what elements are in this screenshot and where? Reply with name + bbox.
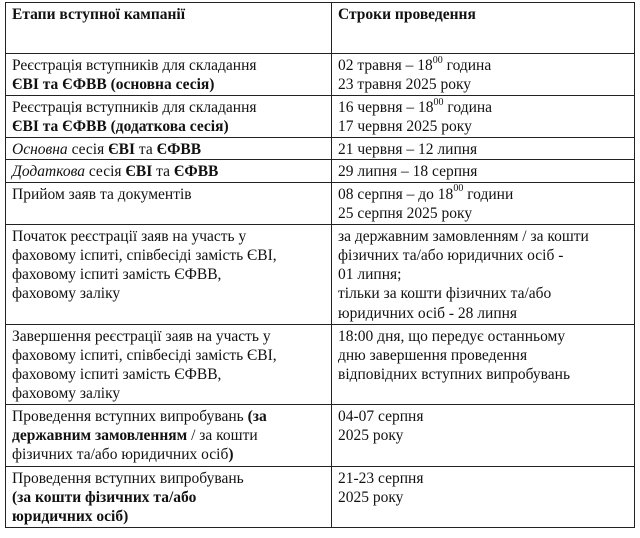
term-cell: за державним замовленням / за кошти фізичних та/або юридичних осіб - 01 липня; тільки за кошти фізичних та/або юридичних осіб - 28 липня: [332, 224, 635, 324]
table-row: [6, 160, 635, 182]
admission-schedule-table: [5, 2, 635, 528]
stage-cell: Проведення вступних випробувань (за державним замовленням / за кошти фізичних та/або юридичних осіб): [6, 404, 332, 466]
table-header-row: [6, 3, 635, 54]
stage-cell: Реєстрація вступників для складання ЄВІ та ЄФВВ (додаткова сесія): [6, 96, 332, 138]
table-row: [6, 224, 635, 324]
table-row: [6, 404, 635, 466]
stage-cell: Проведення вступних випробувань (за кошти фізичних та/або юридичних осіб): [6, 466, 332, 527]
header-stages: Етапи вступної кампанії: [6, 3, 332, 54]
term-cell: 16 червня – $18^{00}$ година 17 червня 2025 року: [332, 96, 635, 138]
stage-cell: Основна сесія ЄВІ та ЄФВВ: [6, 138, 332, 160]
header-terms: Строки проведення: [332, 3, 635, 54]
stage-cell: Реєстрація вступників для складання ЄВІ та ЄФВВ (основна сесія): [6, 54, 332, 96]
term-cell: 18:00 дня, що передує останньому дню завершення проведення відповідних вступних випробувань: [332, 324, 635, 404]
stage-cell: Завершення реєстрації заяв на участь у фаховому іспиті, співбесіді замість ЄВІ, фаховому іспиті замість ЄФВВ, фаховому заліку: [6, 324, 332, 404]
term-cell: 04-07 серпня 2025 року: [332, 404, 635, 466]
term-cell: 21 червня – 12 липня: [332, 138, 635, 160]
term-cell: 08 серпня – до $18^{00}$ години 25 серпня 2025 року: [332, 182, 635, 224]
table-row: [6, 466, 635, 527]
table-row: [6, 138, 635, 160]
table-row: [6, 54, 635, 96]
stage-cell: Прийом заяв та документів: [6, 182, 332, 224]
term-cell: 29 липня – 18 серпня: [332, 160, 635, 182]
stage-cell: Початок реєстрації заяв на участь у фаховому іспиті, співбесіді замість ЄВІ, фаховому іспиті замість ЄФВВ, фаховому заліку: [6, 224, 332, 324]
table-row: [6, 96, 635, 138]
stage-cell: Додаткова сесія ЄВІ та ЄФВВ: [6, 160, 332, 182]
term-cell: 21-23 серпня 2025 року: [332, 466, 635, 527]
term-cell: 02 травня – $18^{00}$ година 23 травня 2025 року: [332, 54, 635, 96]
table-row: [6, 182, 635, 224]
table-row: [6, 324, 635, 404]
